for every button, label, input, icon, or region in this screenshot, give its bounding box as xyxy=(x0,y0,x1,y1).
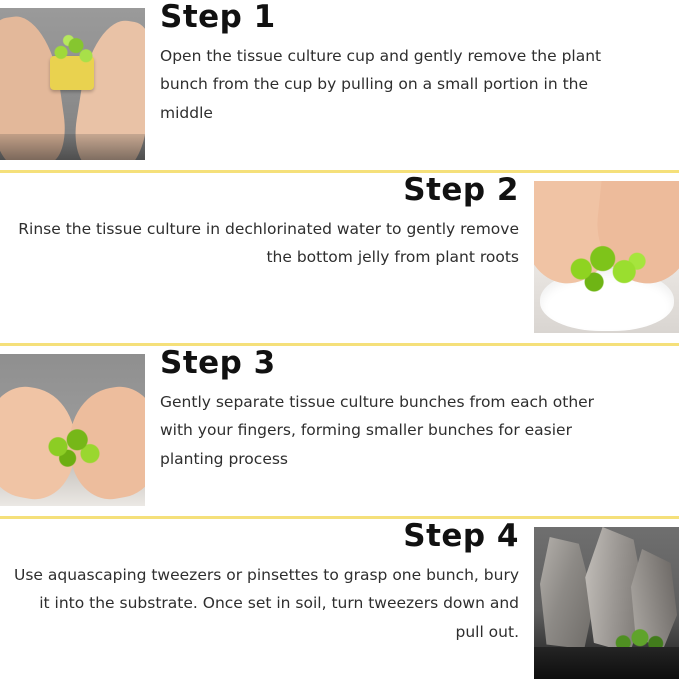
step-1-title: Step 1 xyxy=(160,0,276,35)
step-4-title: Step 4 xyxy=(403,519,519,554)
step-2-photo xyxy=(534,181,679,333)
step-2-body: Rinse the tissue culture in dechlorinated water to gently remove the bottom jelly from plant roots xyxy=(18,219,519,267)
step-3-body: Gently separate tissue culture bunches from each other with your fingers, forming smaller bunches for easier planting process xyxy=(160,392,595,468)
plant-shape xyxy=(42,426,106,472)
substrate-shape xyxy=(534,647,679,679)
step-4-body: Use aquascaping tweezers or pinsettes to grasp one bunch, bury it into the substrate. Once set in soil, turn tweezers down and pull out. xyxy=(13,565,519,641)
plant-shape xyxy=(564,243,650,295)
step-4-text xyxy=(0,519,519,689)
step-section-2 xyxy=(0,173,679,343)
step-4-photo xyxy=(534,527,679,679)
step-section-3 xyxy=(0,346,679,516)
step-2-text xyxy=(0,173,519,343)
step-section-1 xyxy=(0,0,679,170)
step-section-4 xyxy=(0,519,679,689)
photo-shadow xyxy=(0,134,145,160)
step-1-photo xyxy=(0,8,145,160)
step-1-text xyxy=(160,0,679,170)
step-2-title: Step 2 xyxy=(403,173,519,208)
step-3-photo xyxy=(0,354,145,506)
step-3-title: Step 3 xyxy=(160,346,276,381)
plant-shape xyxy=(46,32,96,66)
step-3-text xyxy=(160,346,679,516)
step-1-body: Open the tissue culture cup and gently remove the plant bunch from the cup by pulling on a small portion in the middle xyxy=(160,46,602,122)
